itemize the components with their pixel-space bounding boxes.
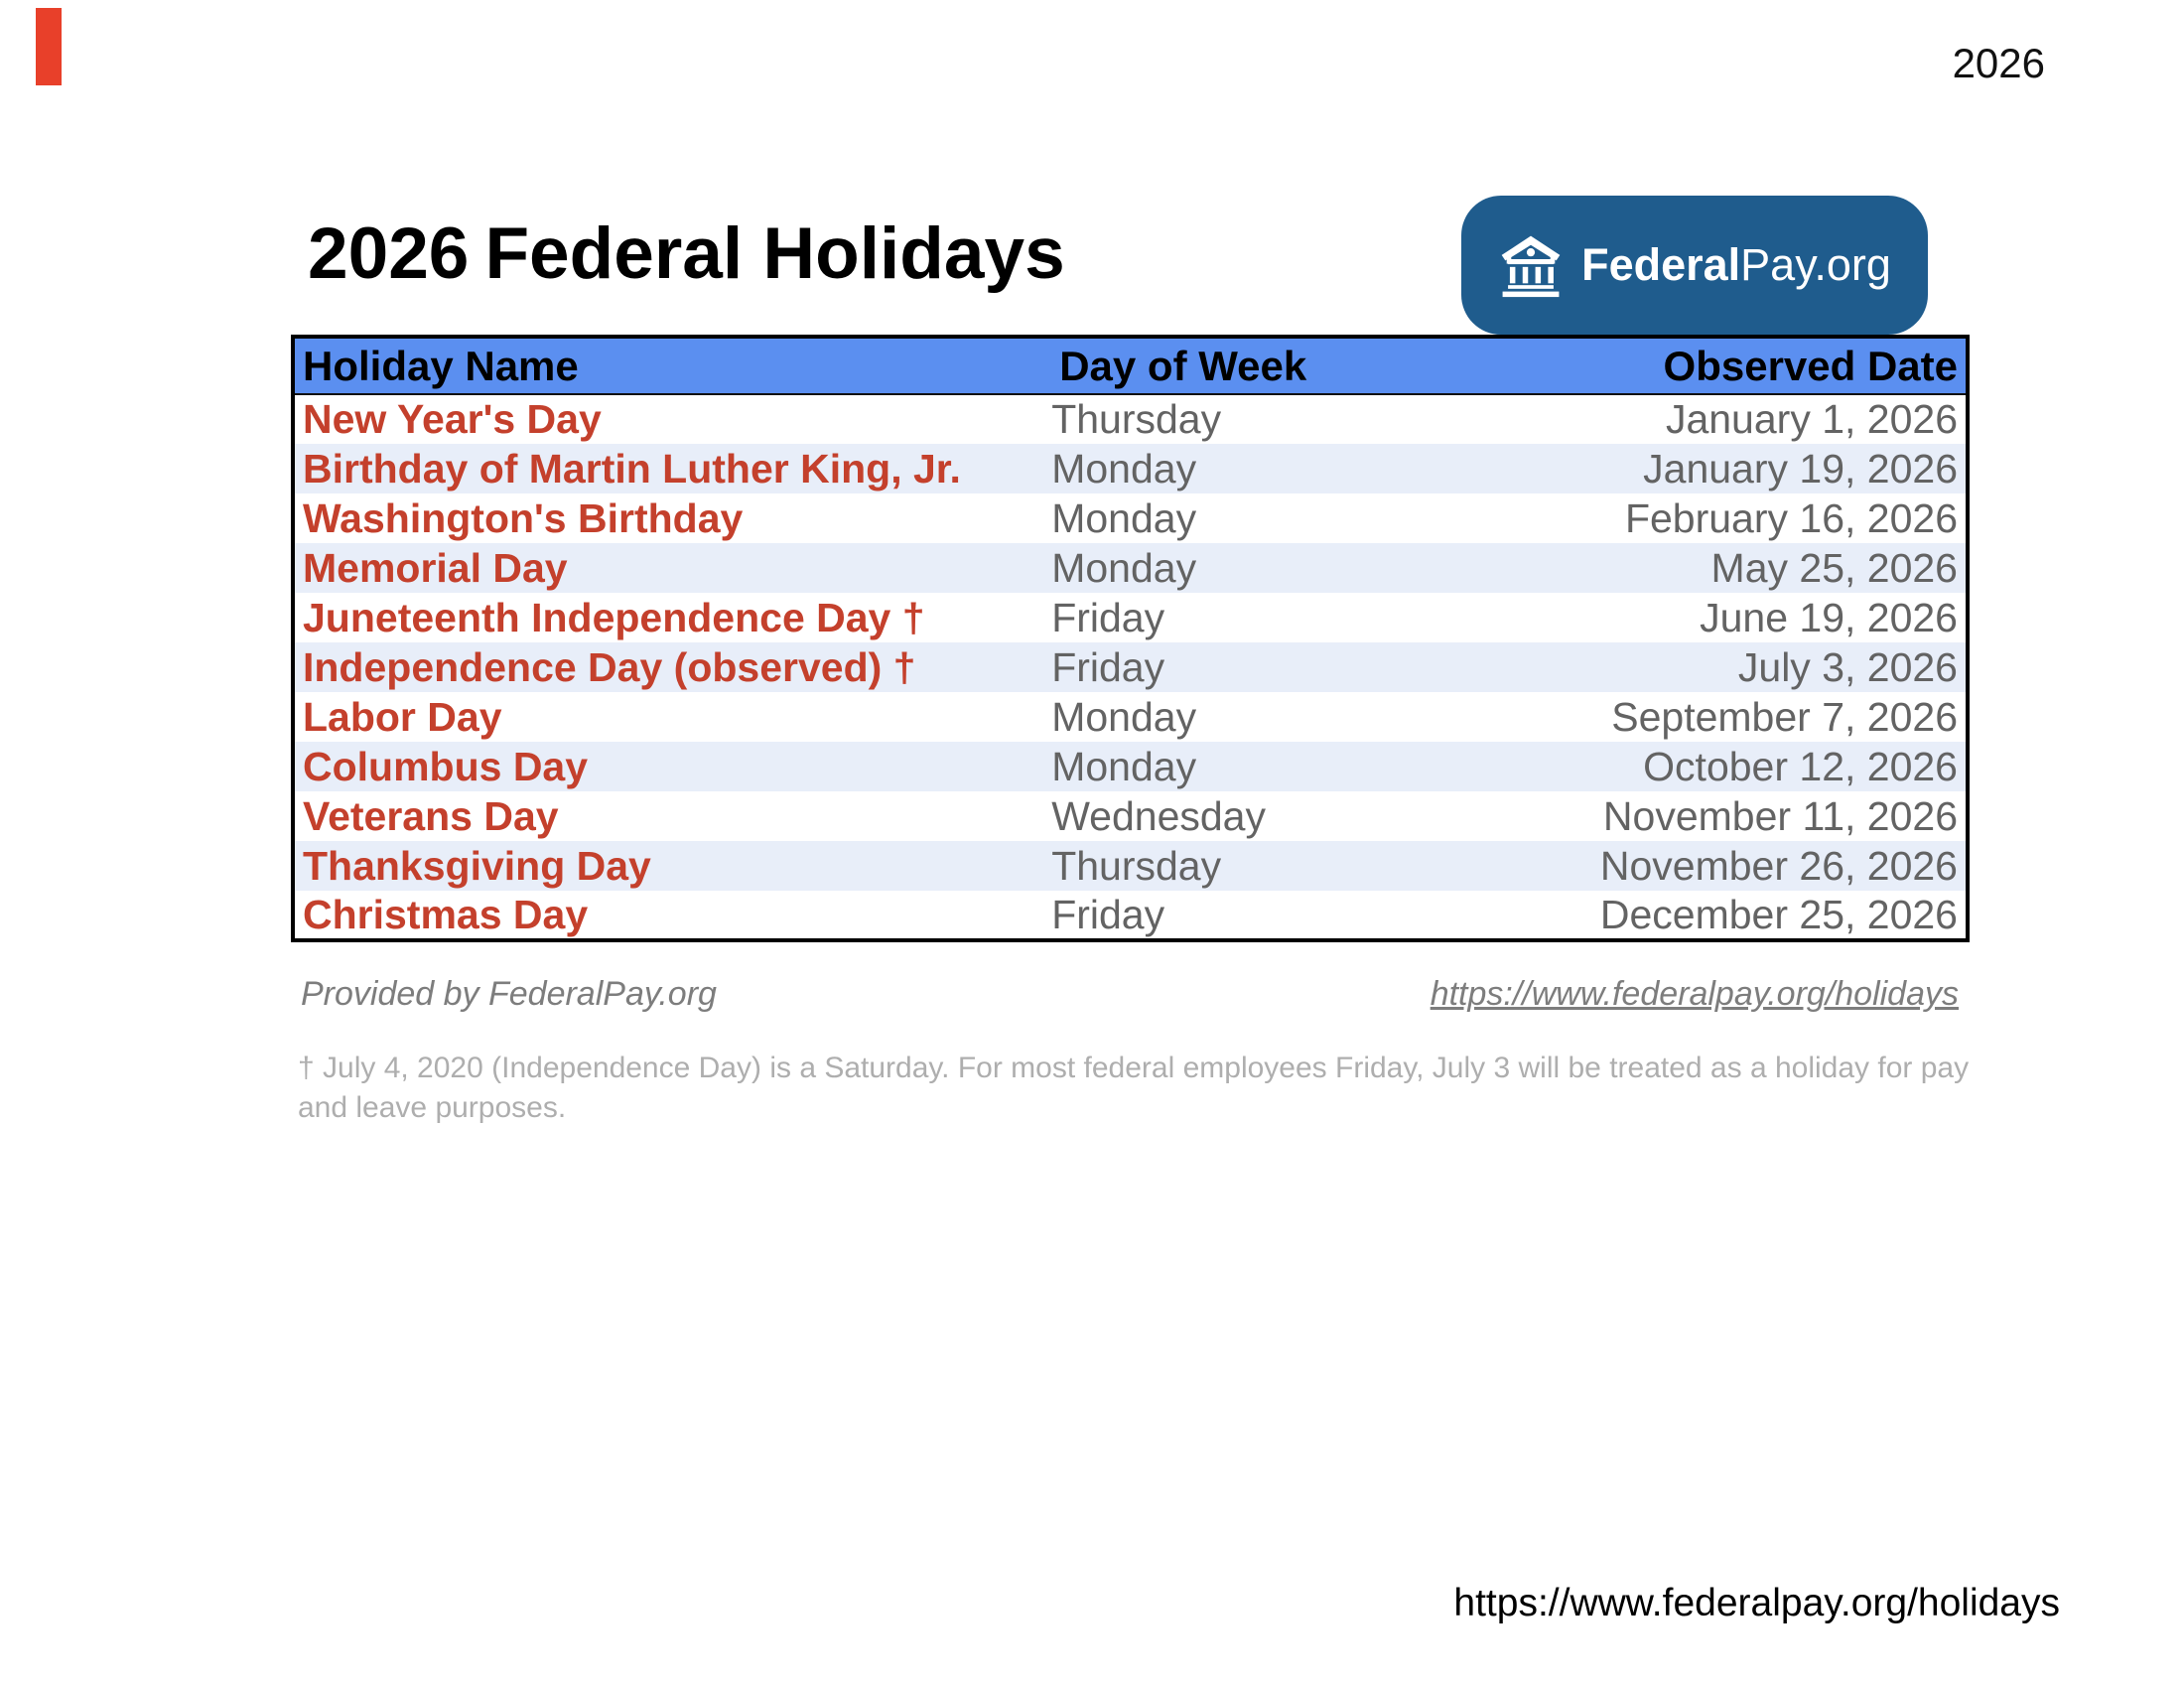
- day-of-week-cell: Friday: [1051, 891, 1165, 937]
- column-header-day-of-week: Day of Week: [1051, 337, 1490, 394]
- observed-date-cell: October 12, 2026: [1643, 743, 1958, 789]
- table-row: [293, 891, 1968, 940]
- day-of-week-cell: Friday: [1051, 643, 1165, 690]
- red-stripe-marker: [36, 8, 62, 85]
- holiday-name-cell: Labor Day: [303, 693, 502, 740]
- column-header-holiday-name: Holiday Name: [293, 337, 1051, 394]
- observed-date-cell: December 25, 2026: [1599, 891, 1958, 937]
- day-of-week-cell: Monday: [1051, 445, 1197, 492]
- table-header-row: [293, 337, 1968, 394]
- observed-date-cell: September 7, 2026: [1611, 693, 1958, 740]
- table-row: [293, 841, 1968, 891]
- day-of-week-cell: Friday: [1051, 594, 1165, 640]
- table-row: [293, 642, 1968, 692]
- page-title: [308, 214, 1065, 294]
- observed-date-cell: February 16, 2026: [1624, 494, 1958, 541]
- holiday-name-cell: New Year's Day: [303, 396, 602, 442]
- holiday-name-cell: Birthday of Martin Luther King, Jr.: [303, 445, 961, 492]
- holiday-name-cell: Juneteenth Independence Day †: [303, 594, 925, 640]
- day-of-week-cell: Monday: [1051, 693, 1197, 740]
- observed-date-cell: June 19, 2026: [1700, 594, 1958, 640]
- holiday-name-cell: Independence Day (observed) †: [303, 643, 916, 690]
- title-year: 2026: [308, 213, 470, 294]
- table-row: [293, 593, 1968, 642]
- table-subfooter: [301, 975, 1959, 1014]
- bank-icon: [1498, 232, 1564, 298]
- table-row: [293, 791, 1968, 841]
- day-of-week-cell: Monday: [1051, 544, 1197, 591]
- table-row: [293, 493, 1968, 543]
- table-row: [293, 444, 1968, 493]
- holiday-name-cell: Washington's Birthday: [303, 494, 744, 541]
- holiday-name-cell: Christmas Day: [303, 891, 589, 937]
- table-row: [293, 543, 1968, 593]
- holiday-name-cell: Veterans Day: [303, 792, 559, 839]
- observed-date-cell: May 25, 2026: [1710, 544, 1958, 591]
- observed-date-cell: November 26, 2026: [1599, 842, 1958, 889]
- corner-year: 2026: [1952, 40, 2045, 86]
- day-of-week-cell: Monday: [1051, 743, 1197, 789]
- holiday-name-cell: Columbus Day: [303, 743, 589, 789]
- holiday-name-cell: Memorial Day: [303, 544, 568, 591]
- bottom-page-url: https://www.federalpay.org/holidays: [1453, 1582, 2060, 1624]
- table-row: [293, 692, 1968, 742]
- day-of-week-cell: Thursday: [1051, 396, 1222, 442]
- observed-date-cell: January 1, 2026: [1665, 396, 1958, 442]
- observed-date-cell: July 3, 2026: [1737, 643, 1958, 690]
- logo-text: [1581, 239, 1891, 291]
- day-of-week-cell: Wednesday: [1051, 792, 1266, 839]
- logo-text-bold: Federal: [1581, 239, 1741, 290]
- day-of-week-cell: Monday: [1051, 494, 1197, 541]
- federal-holidays-table: [291, 335, 1970, 942]
- table-row: [293, 394, 1968, 444]
- table-row: [293, 742, 1968, 791]
- observed-day-footnote: † July 4, 2020 (Independence Day) is a Saturday. For most federal employees Friday, July 3 will be treated as a holiday for pay and leave purposes.: [298, 1052, 1970, 1124]
- provided-by-text: Provided by FederalPay.org: [301, 975, 717, 1013]
- column-header-observed-date: Observed Date: [1490, 337, 1968, 394]
- observed-date-cell: January 19, 2026: [1643, 445, 1958, 492]
- holidays-url-link[interactable]: https://www.federalpay.org/holidays: [1430, 975, 1959, 1013]
- logo-text-regular: Pay.org: [1740, 239, 1891, 290]
- holiday-name-cell: Thanksgiving Day: [303, 842, 651, 889]
- title-rest: Federal Holidays: [484, 213, 1065, 294]
- federalpay-logo-badge[interactable]: [1461, 196, 1928, 335]
- observed-date-cell: November 11, 2026: [1602, 792, 1958, 839]
- day-of-week-cell: Thursday: [1051, 842, 1222, 889]
